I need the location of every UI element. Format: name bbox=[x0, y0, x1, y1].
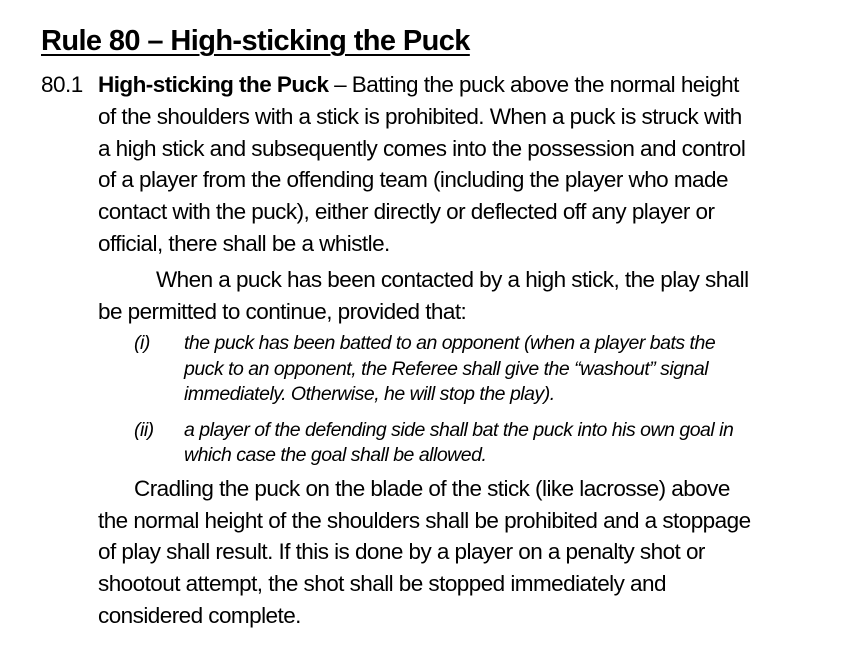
section-number: 80.1 bbox=[41, 72, 83, 97]
paragraph-line: of play shall result. If this is done by a player on a penalty shot or bbox=[98, 539, 705, 565]
paragraph-line-text: – Batting the puck above the normal height bbox=[328, 72, 739, 97]
paragraph-line: When a puck has been contacted by a high stick, the play shall bbox=[156, 266, 749, 292]
rule-title: Rule 80 – High-sticking the Puck bbox=[41, 25, 470, 57]
list-item-line: immediately. Otherwise, he will stop the play). bbox=[184, 383, 555, 406]
list-item bbox=[98, 418, 821, 469]
list-item-line: puck to an opponent, the Referee shall give the “washout” signal bbox=[184, 357, 709, 380]
paragraph-line: contact with the puck), either directly or deflected off any player or bbox=[98, 199, 715, 225]
list-item-line: a player of the defending side shall bat the puck into his own goal in bbox=[184, 418, 734, 441]
exceptions-list bbox=[98, 331, 821, 469]
paragraph-line: Cradling the puck on the blade of the stick (like lacrosse) above bbox=[134, 475, 730, 501]
paragraph-line: considered complete. bbox=[98, 603, 301, 629]
list-item bbox=[98, 331, 821, 408]
paragraph-line: the normal height of the shoulders shall be prohibited and a stoppage bbox=[98, 507, 751, 533]
paragraph-cradling bbox=[98, 473, 821, 632]
paragraph-line: of a player from the offending team (including the player who made bbox=[98, 167, 728, 193]
paragraph-line: be permitted to continue, provided that: bbox=[98, 298, 467, 324]
paragraph-line: of the shoulders with a stick is prohibited. When a puck is struck with bbox=[98, 103, 742, 129]
section-heading: High-sticking the Puck bbox=[98, 72, 329, 97]
paragraph-line: official, there shall be a whistle. bbox=[98, 230, 390, 256]
paragraph-exceptions-intro bbox=[98, 264, 821, 328]
paragraph-definition bbox=[98, 69, 821, 260]
list-marker: (i) bbox=[134, 332, 150, 355]
list-item-line: which case the goal shall be allowed. bbox=[184, 444, 487, 467]
paragraph-line: shootout attempt, the shot shall be stopped immediately and bbox=[98, 571, 666, 597]
paragraph-line: a high stick and subsequently comes into the possession and control bbox=[98, 135, 746, 161]
paragraph-line bbox=[98, 69, 821, 101]
list-item-line: the puck has been batted to an opponent (when a player bats the bbox=[184, 332, 716, 355]
section-80-1 bbox=[41, 69, 821, 632]
list-marker: (ii) bbox=[134, 418, 154, 441]
